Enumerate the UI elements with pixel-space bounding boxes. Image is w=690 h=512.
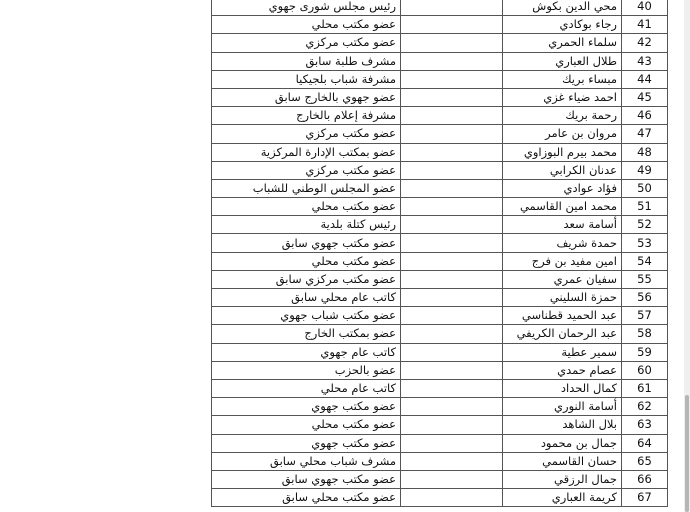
name-cell: سلماء الحمري xyxy=(503,34,622,52)
role-cell: عضو مكتب مركزي xyxy=(212,34,401,52)
empty-cell xyxy=(401,161,503,179)
number-cell: 67 xyxy=(622,489,668,507)
number-cell: 52 xyxy=(622,216,668,234)
name-cell: بلال الشاهد xyxy=(503,416,622,434)
name-cell: أسامة سعد xyxy=(503,216,622,234)
role-cell: عضو مكتب مركزي سابق xyxy=(212,270,401,288)
table-row xyxy=(212,216,668,234)
name-cell: محمد بيرم البوزاوي xyxy=(503,143,622,161)
number-cell: 58 xyxy=(622,325,668,343)
role-cell: عضو مكتب جهوي سابق xyxy=(212,470,401,488)
role-cell: عضو بمكتب الإدارة المركزية xyxy=(212,143,401,161)
table-row xyxy=(212,270,668,288)
role-cell: عضو مكتب مركزي xyxy=(212,161,401,179)
empty-cell xyxy=(401,252,503,270)
table-row xyxy=(212,361,668,379)
name-cell: حسان القاسمي xyxy=(503,452,622,470)
name-cell: مبساء بريك xyxy=(503,70,622,88)
role-cell: عضو المجلس الوطني للشباب xyxy=(212,179,401,197)
name-cell: كمال الحداد xyxy=(503,379,622,397)
empty-cell xyxy=(401,361,503,379)
name-cell: جمال بن محمود xyxy=(503,434,622,452)
number-cell: 64 xyxy=(622,434,668,452)
empty-cell xyxy=(401,307,503,325)
empty-cell xyxy=(401,489,503,507)
name-cell: حمزة السليني xyxy=(503,289,622,307)
empty-cell xyxy=(401,88,503,106)
table-row xyxy=(212,70,668,88)
number-cell: 41 xyxy=(622,16,668,34)
number-cell: 63 xyxy=(622,416,668,434)
number-cell: 51 xyxy=(622,198,668,216)
name-cell: جمال الرزقي xyxy=(503,470,622,488)
role-cell: عضو مكتب مركزي xyxy=(212,125,401,143)
role-cell: عضو بالحزب xyxy=(212,361,401,379)
empty-cell xyxy=(401,143,503,161)
table-row xyxy=(212,289,668,307)
role-cell: مشرفة شباب بلجيكيا xyxy=(212,70,401,88)
number-cell: 44 xyxy=(622,70,668,88)
role-cell: عضو مكتب محلي xyxy=(212,198,401,216)
name-cell: كريمة العباري xyxy=(503,489,622,507)
empty-cell xyxy=(401,270,503,288)
table-row xyxy=(212,379,668,397)
number-cell: 61 xyxy=(622,379,668,397)
number-cell: 43 xyxy=(622,52,668,70)
name-cell: أسامة النوري xyxy=(503,398,622,416)
table-row xyxy=(212,198,668,216)
name-cell: طلال العباري xyxy=(503,52,622,70)
empty-cell xyxy=(401,179,503,197)
number-cell: 46 xyxy=(622,107,668,125)
number-cell: 55 xyxy=(622,270,668,288)
name-cell: رحمة بريك xyxy=(503,107,622,125)
name-cell: عدنان الكرابي xyxy=(503,161,622,179)
empty-cell xyxy=(401,234,503,252)
empty-cell xyxy=(401,52,503,70)
table-row xyxy=(212,34,668,52)
number-cell: 62 xyxy=(622,398,668,416)
table-row xyxy=(212,252,668,270)
empty-cell xyxy=(401,416,503,434)
empty-cell xyxy=(401,343,503,361)
number-cell: 40 xyxy=(622,0,668,16)
role-cell: عضو مكتب محلي xyxy=(212,252,401,270)
table-row xyxy=(212,416,668,434)
role-cell: كاتب عام محلي سابق xyxy=(212,289,401,307)
empty-cell xyxy=(401,434,503,452)
members-table xyxy=(211,0,668,507)
name-cell: امين مفيد بن فرج xyxy=(503,252,622,270)
name-cell: رجاء بوكادي xyxy=(503,16,622,34)
role-cell: رئيس كتلة بلدية xyxy=(212,216,401,234)
name-cell: عصام حمدي xyxy=(503,361,622,379)
name-cell: عبد الحميد قطناسي xyxy=(503,307,622,325)
empty-cell xyxy=(401,125,503,143)
empty-cell xyxy=(401,452,503,470)
empty-cell xyxy=(401,198,503,216)
role-cell: عضو جهوي بالخارج سابق xyxy=(212,88,401,106)
table-row xyxy=(212,125,668,143)
table-row xyxy=(212,0,668,16)
number-cell: 50 xyxy=(622,179,668,197)
name-cell: فؤاد عوادي xyxy=(503,179,622,197)
empty-cell xyxy=(401,107,503,125)
name-cell: سفيان عمري xyxy=(503,270,622,288)
table-row xyxy=(212,52,668,70)
table-row xyxy=(212,325,668,343)
table-row xyxy=(212,452,668,470)
table-row xyxy=(212,343,668,361)
table-row xyxy=(212,179,668,197)
number-cell: 56 xyxy=(622,289,668,307)
members-table-body xyxy=(212,0,668,507)
empty-cell xyxy=(401,16,503,34)
role-cell: عضو بمكتب الخارج xyxy=(212,325,401,343)
role-cell: عضو مكتب جهوي xyxy=(212,398,401,416)
role-cell: رئيس مجلس شورى جهوي xyxy=(212,0,401,16)
table-row xyxy=(212,234,668,252)
number-cell: 54 xyxy=(622,252,668,270)
name-cell: سمير عطية xyxy=(503,343,622,361)
empty-cell xyxy=(401,379,503,397)
number-cell: 47 xyxy=(622,125,668,143)
table-row xyxy=(212,398,668,416)
empty-cell xyxy=(401,470,503,488)
role-cell: مشرف طلبة سابق xyxy=(212,52,401,70)
role-cell: كاتب عام محلي xyxy=(212,379,401,397)
role-cell: عضو مكتب جهوي سابق xyxy=(212,234,401,252)
number-cell: 66 xyxy=(622,470,668,488)
table-row xyxy=(212,107,668,125)
role-cell: عضو مكتب جهوي xyxy=(212,434,401,452)
empty-cell xyxy=(401,34,503,52)
table-row xyxy=(212,88,668,106)
empty-cell xyxy=(401,325,503,343)
table-row xyxy=(212,143,668,161)
scrollbar-thumb[interactable] xyxy=(685,395,689,512)
empty-cell xyxy=(401,398,503,416)
table-row xyxy=(212,434,668,452)
role-cell: عضو مكتب محلي xyxy=(212,16,401,34)
table-row xyxy=(212,16,668,34)
number-cell: 45 xyxy=(622,88,668,106)
number-cell: 53 xyxy=(622,234,668,252)
name-cell: عبد الرحمان الكريفي xyxy=(503,325,622,343)
empty-cell xyxy=(401,216,503,234)
name-cell: مروان بن عامر xyxy=(503,125,622,143)
number-cell: 42 xyxy=(622,34,668,52)
role-cell: مشرف شباب محلي سابق xyxy=(212,452,401,470)
table-row xyxy=(212,489,668,507)
role-cell: عضو مكتب محلي سابق xyxy=(212,489,401,507)
empty-cell xyxy=(401,0,503,16)
empty-cell xyxy=(401,289,503,307)
number-cell: 49 xyxy=(622,161,668,179)
table-row xyxy=(212,470,668,488)
number-cell: 59 xyxy=(622,343,668,361)
name-cell: محمد امين القاسمي xyxy=(503,198,622,216)
number-cell: 60 xyxy=(622,361,668,379)
number-cell: 65 xyxy=(622,452,668,470)
number-cell: 57 xyxy=(622,307,668,325)
role-cell: عضو مكتب شباب جهوي xyxy=(212,307,401,325)
table-row xyxy=(212,307,668,325)
empty-cell xyxy=(401,70,503,88)
role-cell: عضو مكتب محلي xyxy=(212,416,401,434)
table-row xyxy=(212,161,668,179)
name-cell: محي الدين بكوش xyxy=(503,0,622,16)
role-cell: كاتب عام جهوي xyxy=(212,343,401,361)
name-cell: حمدة شريف xyxy=(503,234,622,252)
role-cell: مشرفة إعلام بالخارج xyxy=(212,107,401,125)
scrollbar[interactable] xyxy=(684,0,690,512)
number-cell: 48 xyxy=(622,143,668,161)
name-cell: احمد ضياء غزي xyxy=(503,88,622,106)
